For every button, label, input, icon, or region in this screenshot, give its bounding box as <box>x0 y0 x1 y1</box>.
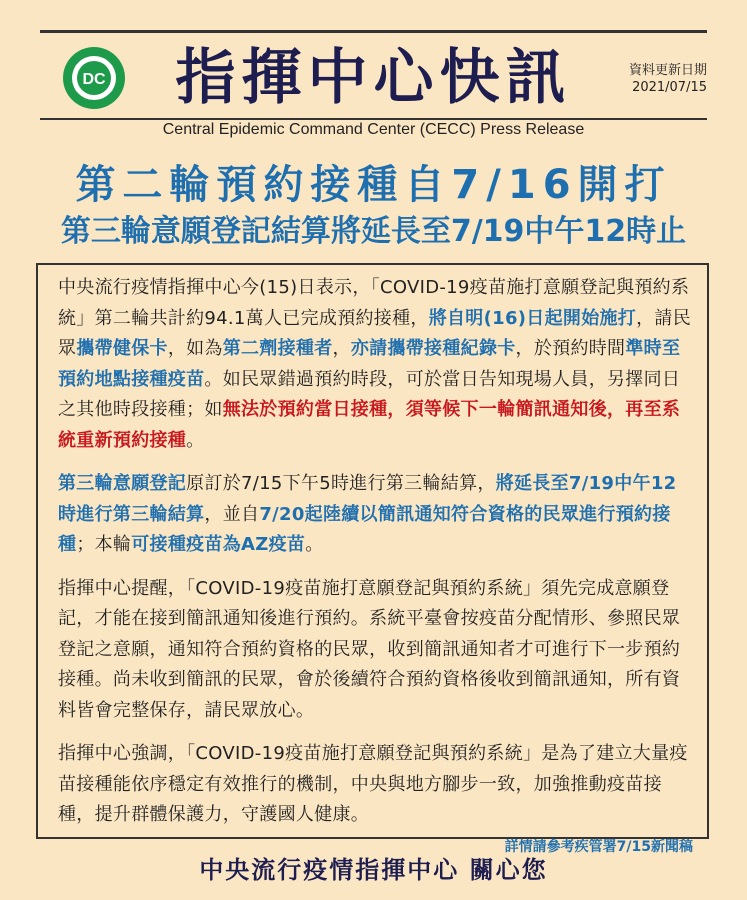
text-run: 7/20起陸續以簡訊通知符合資格的民眾進行預約接種 <box>58 503 671 555</box>
paragraph-list <box>58 273 693 831</box>
text-run: 。 <box>186 429 205 451</box>
headline-secondary: 第三輪意願登記結算將延長至7/19中午12時止 <box>60 214 687 249</box>
text-run: 將自明(16)日起開始施打 <box>428 307 637 329</box>
update-date-block <box>629 62 707 96</box>
text-run: 。如民眾錯過預約時段，可於當日告知現場人員，另擇同日之其他時段接種；如 <box>58 368 681 420</box>
paragraph-4 <box>58 739 693 831</box>
update-date-value: 2021/07/15 <box>632 80 707 95</box>
headline-primary: 第二輪預約接種自7/16開打 <box>75 162 672 208</box>
text-run: 無法於預約當日接種，須等候下一輪簡訊通知後，再至系統重新預約接種 <box>58 399 681 451</box>
footer-message: 中央流行疫情指揮中心 關心您 <box>199 856 548 884</box>
text-run: ，於預約時間 <box>515 338 626 359</box>
update-date-label: 資料更新日期 <box>628 63 707 78</box>
paragraph-1 <box>58 273 693 456</box>
english-subtitle: Central Epidemic Command Center (CECC) Press Release <box>162 121 585 138</box>
text-run: ，如為 <box>167 338 223 359</box>
text-run: ，並自 <box>204 503 260 525</box>
reference-note: 詳情請參考疾管署7/15新聞稿 <box>504 838 693 855</box>
text-run: 。 <box>305 534 324 555</box>
text-run: 準時至預約地點接種疫苗 <box>58 338 681 390</box>
header <box>40 36 707 120</box>
text-run: ，請民眾 <box>58 307 691 359</box>
text-run: ， <box>332 338 351 359</box>
paragraph-2 <box>58 469 693 561</box>
page-title: 指揮中心快訊 <box>175 43 572 113</box>
text-run: 攜帶健保卡 <box>76 338 168 359</box>
top-divider <box>40 30 707 33</box>
text-run: 指揮中心提醒，「COVID-19疫苗施打意願登記與預約系統」須先完成意願登記，才能在接到簡訊通知後進行預約。系統平臺會按疫苗分配情形、參照民眾登記之意願，通知符合預約資格的民眾，收到簡訊通知者才可進行下一步預約接種。尚未收到簡訊的民眾，會於後續符合預約資格後收到簡訊通知，所有資料皆會完整保存，請民眾放心。 <box>58 577 681 721</box>
text-run: 原訂於7/15下午5時進行第三輪結算， <box>186 473 496 494</box>
text-run: 第二劑接種者 <box>222 338 333 359</box>
paragraph-3 <box>58 574 693 727</box>
svg-text:DC: DC <box>82 71 106 88</box>
text-run: 中央流行疫情指揮中心今(15)日表示，「COVID-19疫苗施打意願登記與預約系統」第二輪共計約94.1萬人已完成預約接種， <box>58 277 690 329</box>
text-run: ；本輪 <box>76 534 132 555</box>
text-run: 亦請攜帶接種紀錄卡 <box>350 338 516 359</box>
text-run: 將延長至7/19中午12時進行第三輪結算 <box>58 473 677 525</box>
text-run: 第三輪意願登記 <box>58 473 187 494</box>
text-run: 可接種疫苗為AZ疫苗 <box>131 534 306 555</box>
header-divider <box>40 118 707 120</box>
press-release-body <box>36 263 709 855</box>
text-run: 指揮中心強調，「COVID-19疫苗施打意願登記與預約系統」是為了建立大量疫苗接種能依序穩定有效推行的機制，中央與地方腳步一致，加強推動疫苗接種，提升群體保護力，守護國人健康。 <box>58 743 688 825</box>
